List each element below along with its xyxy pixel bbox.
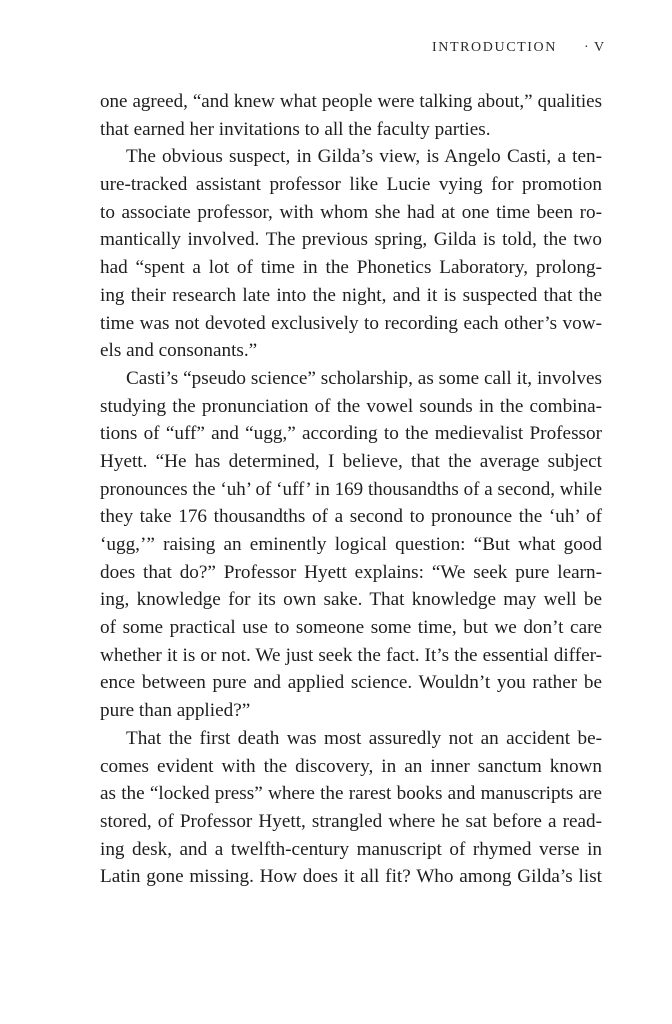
text-line: time was not devoted exclusively to recording each other’s vow-: [100, 312, 602, 334]
text-line: whether it is or not. We just seek the fact. It’s the essential differ-: [100, 644, 602, 666]
body-text: [100, 88, 602, 891]
text-line: pure than applied?”: [100, 700, 251, 722]
running-head: [432, 40, 606, 62]
text-line: ing desk, and a twelfth-century manuscript of rhymed verse in: [100, 838, 602, 860]
text-line: pronounces the ‘uh’ of ‘uff’ in 169 thousandths of a second, while: [100, 478, 602, 500]
text-line: els and consonants.”: [100, 340, 258, 362]
text-line: to associate professor, with whom she had at one time been ro-: [100, 201, 602, 223]
text-line: stored, of Professor Hyett, strangled where he sat before a read-: [100, 810, 602, 832]
text-line: mantically involved. The previous spring, Gilda is told, the two: [100, 229, 602, 251]
text-line: The obvious suspect, in Gilda’s view, is Angelo Casti, a ten-: [126, 146, 602, 168]
text-line: That the first death was most assuredly not an accident be-: [126, 727, 602, 749]
text-line: comes evident with the discovery, in an inner sanctum known: [100, 755, 602, 777]
text-line: had “spent a lot of time in the Phonetics Laboratory, prolong-: [100, 257, 602, 279]
text-line: ure-tracked assistant professor like Lucie vying for promotion: [100, 174, 602, 196]
text-line: ing, knowledge for its own sake. That knowledge may well be: [100, 589, 602, 611]
text-line: they take 176 thousandths of a second to pronounce the ‘uh’ of: [100, 506, 602, 528]
text-line: as the “locked press” where the rarest books and manuscripts are: [100, 783, 602, 805]
text-line: one agreed, “and knew what people were talking about,” qualities: [100, 91, 602, 112]
running-head-section: INTRODUCTION: [432, 40, 557, 55]
text-line: tions of “uff” and “ugg,” according to the medievalist Professor: [100, 423, 602, 445]
running-head-separator: ·: [584, 40, 591, 55]
text-line: ing their research late into the night, and it is suspected that the: [100, 284, 602, 306]
text-line: Hyett. “He has determined, I believe, that the average subject: [100, 450, 602, 472]
text-line: Casti’s “pseudo science” scholarship, as some call it, involves: [126, 367, 602, 389]
text-line: studying the pronunciation of the vowel sounds in the combina-: [100, 395, 602, 417]
text-line: ence between pure and applied science. Wouldn’t you rather be: [100, 672, 602, 694]
page-number: V: [594, 40, 606, 55]
text-line: ‘ugg,’” raising an eminently logical question: “But what good: [100, 534, 602, 555]
text-line: of some practical use to someone some time, but we don’t care: [100, 617, 602, 639]
text-line: Latin gone missing. How does it all fit? Who among Gilda’s list: [100, 866, 602, 888]
text-line: that earned her invitations to all the faculty parties.: [100, 118, 491, 140]
text-line: does that do?” Professor Hyett explains: “We seek pure learn-: [100, 561, 602, 583]
